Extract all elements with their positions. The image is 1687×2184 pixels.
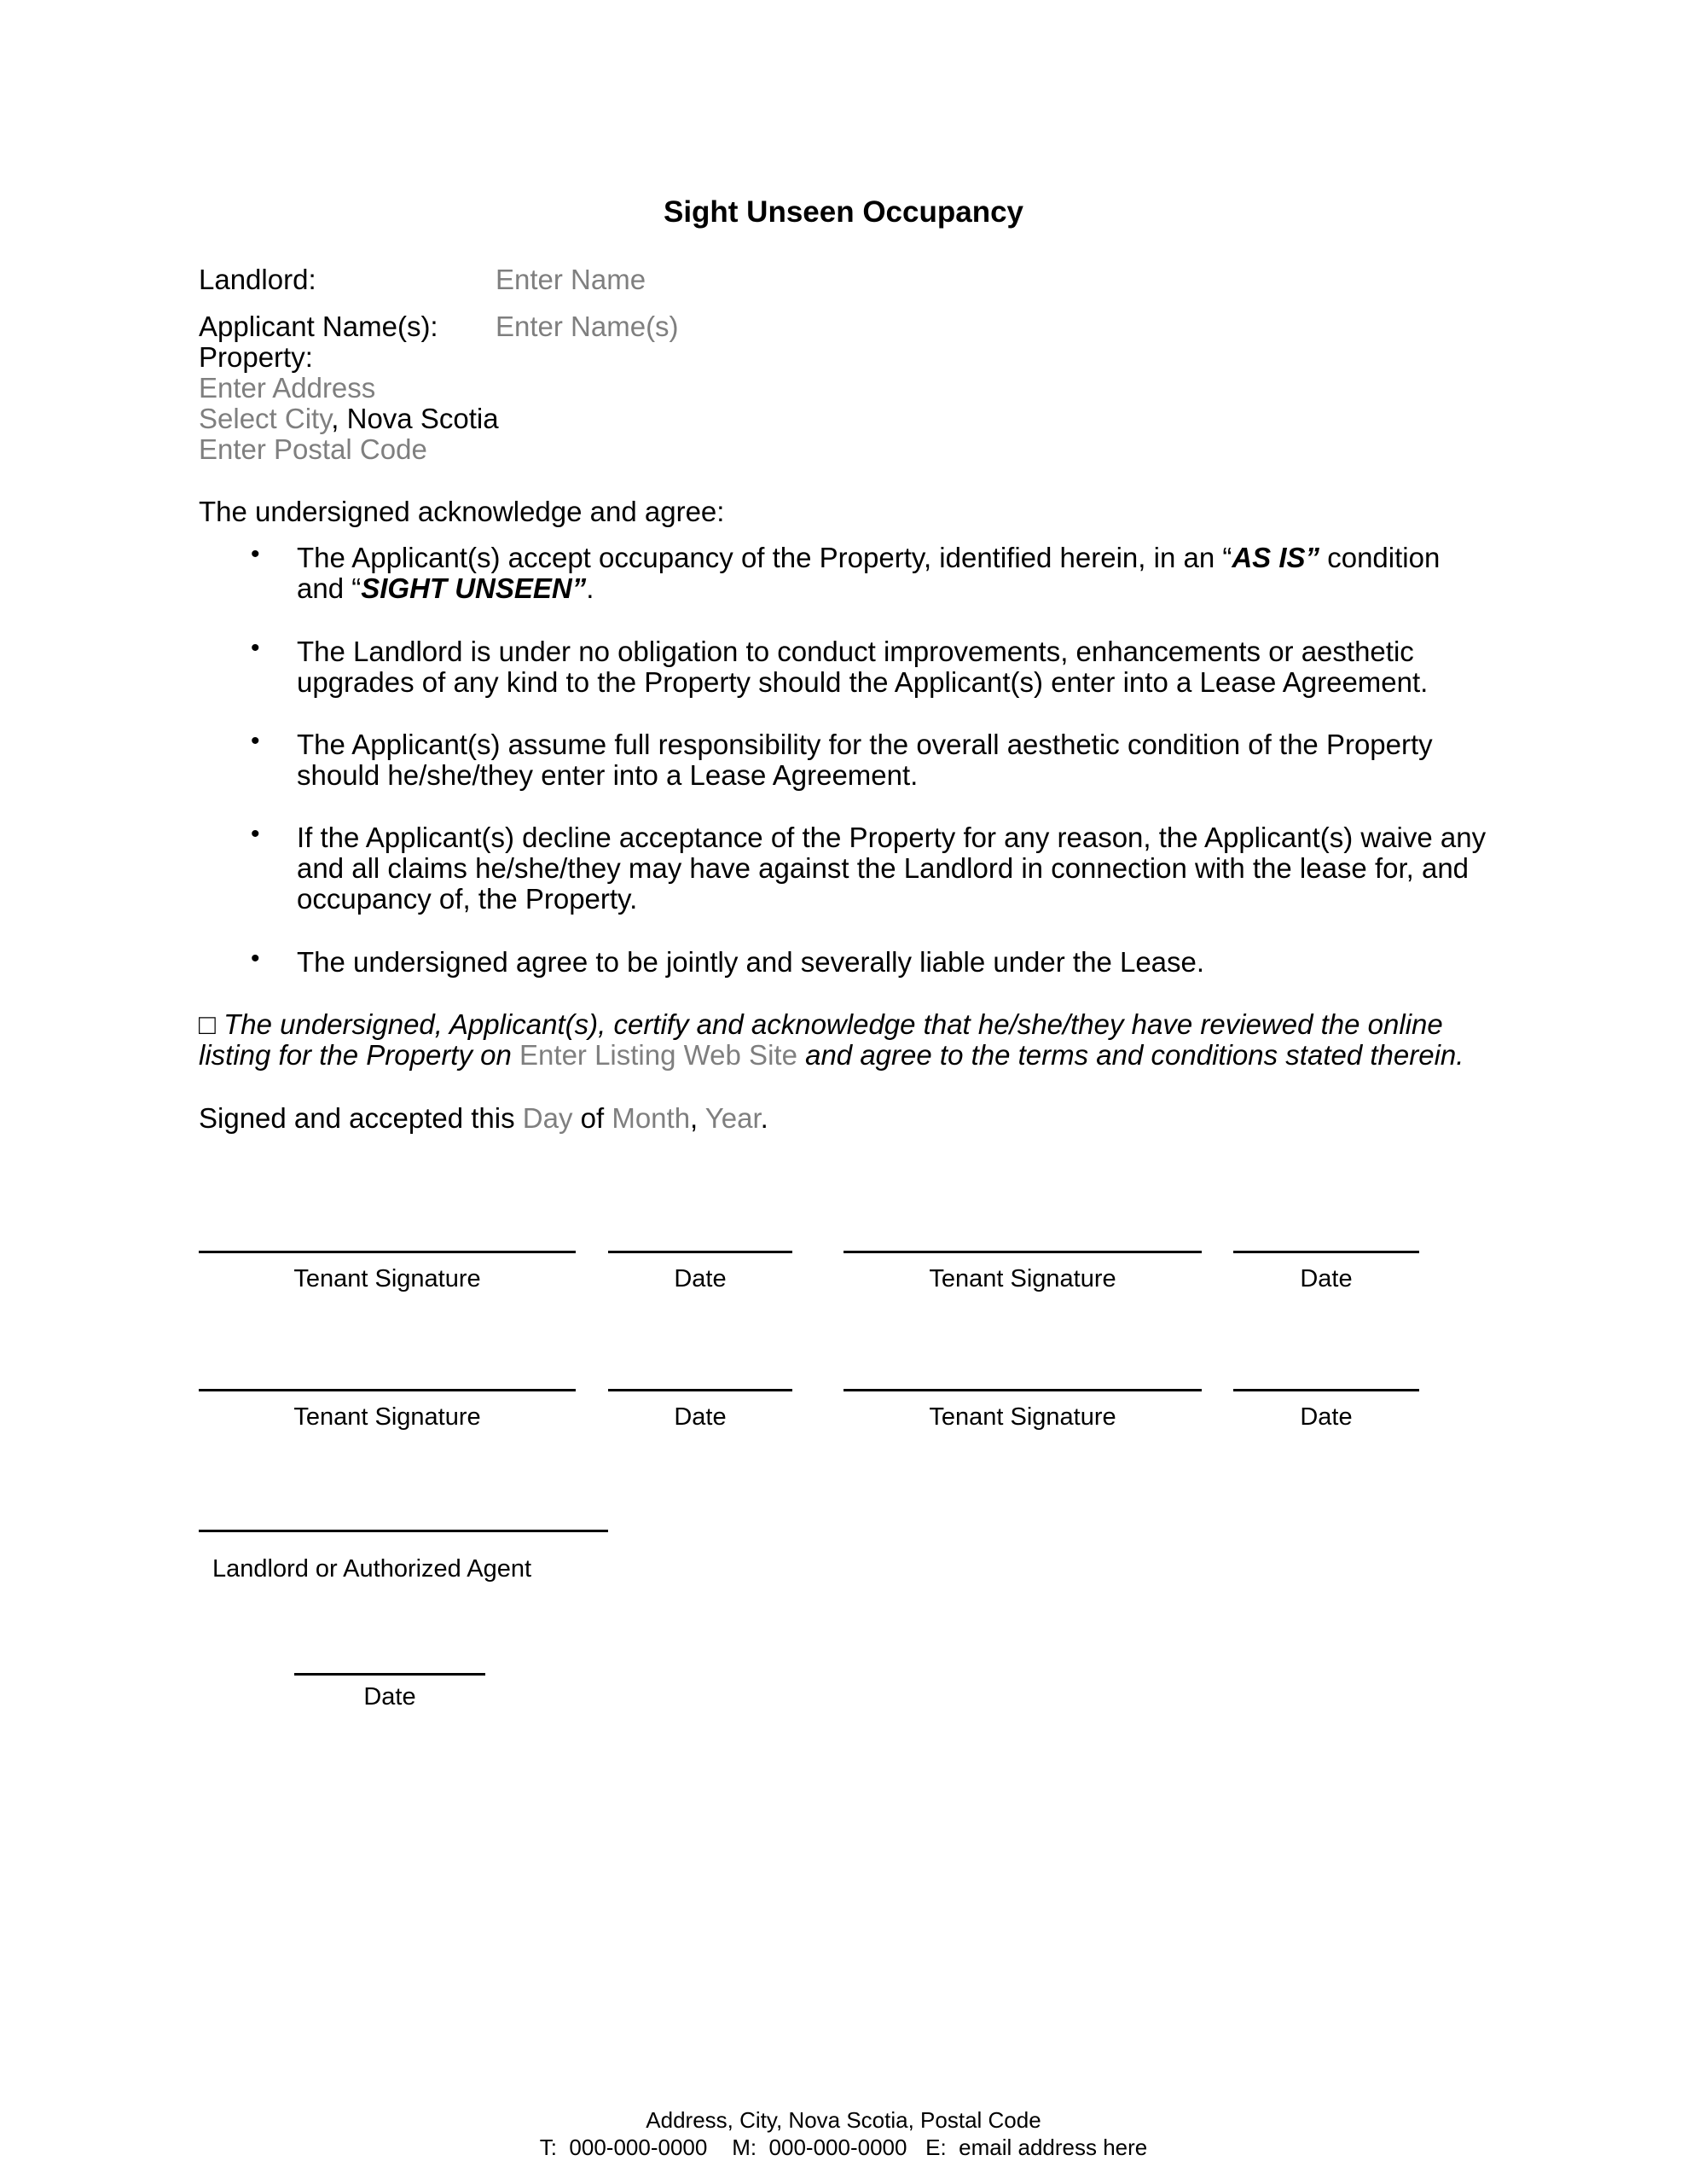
signed-comma: , bbox=[690, 1102, 705, 1134]
bullet-no-obligation: The Landlord is under no obligation to conduct improvements, enhancements or aesthetic upgrades of any kind to the Property should the Applicant(s) enter into a Lease Agreement. bbox=[297, 636, 1429, 698]
city-select[interactable]: Select City bbox=[199, 403, 332, 434]
certification-checkbox[interactable]: □ bbox=[199, 1008, 216, 1040]
date-line[interactable] bbox=[608, 1389, 792, 1391]
certification-paragraph bbox=[199, 1009, 1478, 1071]
signed-accepted-line bbox=[199, 1102, 768, 1134]
landlord-signature-line[interactable] bbox=[199, 1530, 608, 1532]
landlord-date-label: Date bbox=[363, 1683, 416, 1711]
city-line bbox=[199, 403, 499, 434]
certification-text: The undersigned, Applicant(s), certify and acknowledge that he/she/they have reviewed the online listing for the Property on bbox=[199, 1008, 1443, 1071]
landlord-date-line[interactable] bbox=[294, 1673, 485, 1676]
footer-contact: T: 000-000-0000 M: 000-000-0000 E: email address here bbox=[539, 2135, 1148, 2160]
applicant-names-field[interactable]: Enter Name(s) bbox=[496, 311, 679, 342]
bullet-marker: • bbox=[251, 727, 260, 755]
date-label: Date bbox=[1300, 1265, 1353, 1292]
tenant-signature-label: Tenant Signature bbox=[929, 1403, 1116, 1431]
bullet-marker: • bbox=[251, 634, 260, 662]
bullet-marker: • bbox=[251, 820, 260, 848]
date-line[interactable] bbox=[608, 1251, 792, 1253]
listing-website-field[interactable]: Enter Listing Web Site bbox=[519, 1039, 797, 1071]
intro-text: The undersigned acknowledge and agree: bbox=[199, 496, 725, 527]
applicants-label: Applicant Name(s): bbox=[199, 311, 438, 342]
address-field[interactable]: Enter Address bbox=[199, 372, 376, 404]
tenant-signature-label: Tenant Signature bbox=[293, 1403, 481, 1431]
tenant-signature-label: Tenant Signature bbox=[929, 1265, 1116, 1292]
bullet-1-end: . bbox=[586, 572, 594, 604]
signed-period: . bbox=[760, 1102, 768, 1134]
date-label: Date bbox=[674, 1265, 727, 1292]
as-is-emphasis: AS IS” bbox=[1232, 542, 1320, 573]
bullet-marker: • bbox=[251, 540, 260, 568]
tenant-signature-line[interactable] bbox=[199, 1251, 576, 1253]
signed-prefix: Signed and accepted this bbox=[199, 1102, 523, 1134]
sight-unseen-emphasis: SIGHT UNSEEN” bbox=[361, 572, 587, 604]
province-text: , Nova Scotia bbox=[331, 403, 499, 434]
bullet-1-text: The Applicant(s) accept occupancy of the Property, identified herein, in an “ bbox=[297, 542, 1232, 573]
date-label: Date bbox=[674, 1403, 727, 1431]
tenant-signature-line[interactable] bbox=[844, 1389, 1202, 1391]
tenant-signature-label: Tenant Signature bbox=[293, 1265, 481, 1292]
bullet-1-mid: condition and “ bbox=[297, 542, 1441, 604]
landlord-label: Landlord: bbox=[199, 264, 316, 295]
property-label: Property: bbox=[199, 341, 313, 373]
year-field[interactable]: Year bbox=[704, 1102, 761, 1134]
date-label: Date bbox=[1300, 1403, 1353, 1431]
postal-code-field[interactable]: Enter Postal Code bbox=[199, 433, 427, 465]
day-field[interactable]: Day bbox=[522, 1102, 573, 1134]
bullet-waiver: If the Applicant(s) decline acceptance of the Property for any reason, the Applicant(s) waive any and all claims he/she/they may have against the Landlord in connection with the lease for, and occupancy of, the Property. bbox=[297, 822, 1487, 915]
month-field[interactable]: Month bbox=[612, 1102, 691, 1134]
tenant-signature-line[interactable] bbox=[844, 1251, 1202, 1253]
bullet-marker: • bbox=[251, 944, 260, 973]
bullet-responsibility: The Applicant(s) assume full responsibility for the overall aesthetic condition of the Property should he/she/they enter into a Lease Agreement. bbox=[297, 729, 1433, 791]
document-title: Sight Unseen Occupancy bbox=[663, 195, 1024, 229]
signed-of: of bbox=[572, 1102, 612, 1134]
date-line[interactable] bbox=[1233, 1251, 1419, 1253]
landlord-agent-label: Landlord or Authorized Agent bbox=[212, 1555, 532, 1583]
certification-text-end: and agree to the terms and conditions stated therein. bbox=[797, 1039, 1464, 1071]
tenant-signature-line[interactable] bbox=[199, 1389, 576, 1391]
date-line[interactable] bbox=[1233, 1389, 1419, 1391]
footer-address: Address, City, Nova Scotia, Postal Code bbox=[646, 2107, 1041, 2133]
bullet-as-is bbox=[297, 543, 1491, 604]
bullet-liability: The undersigned agree to be jointly and severally liable under the Lease. bbox=[297, 946, 1205, 978]
landlord-name-field[interactable]: Enter Name bbox=[496, 264, 646, 295]
